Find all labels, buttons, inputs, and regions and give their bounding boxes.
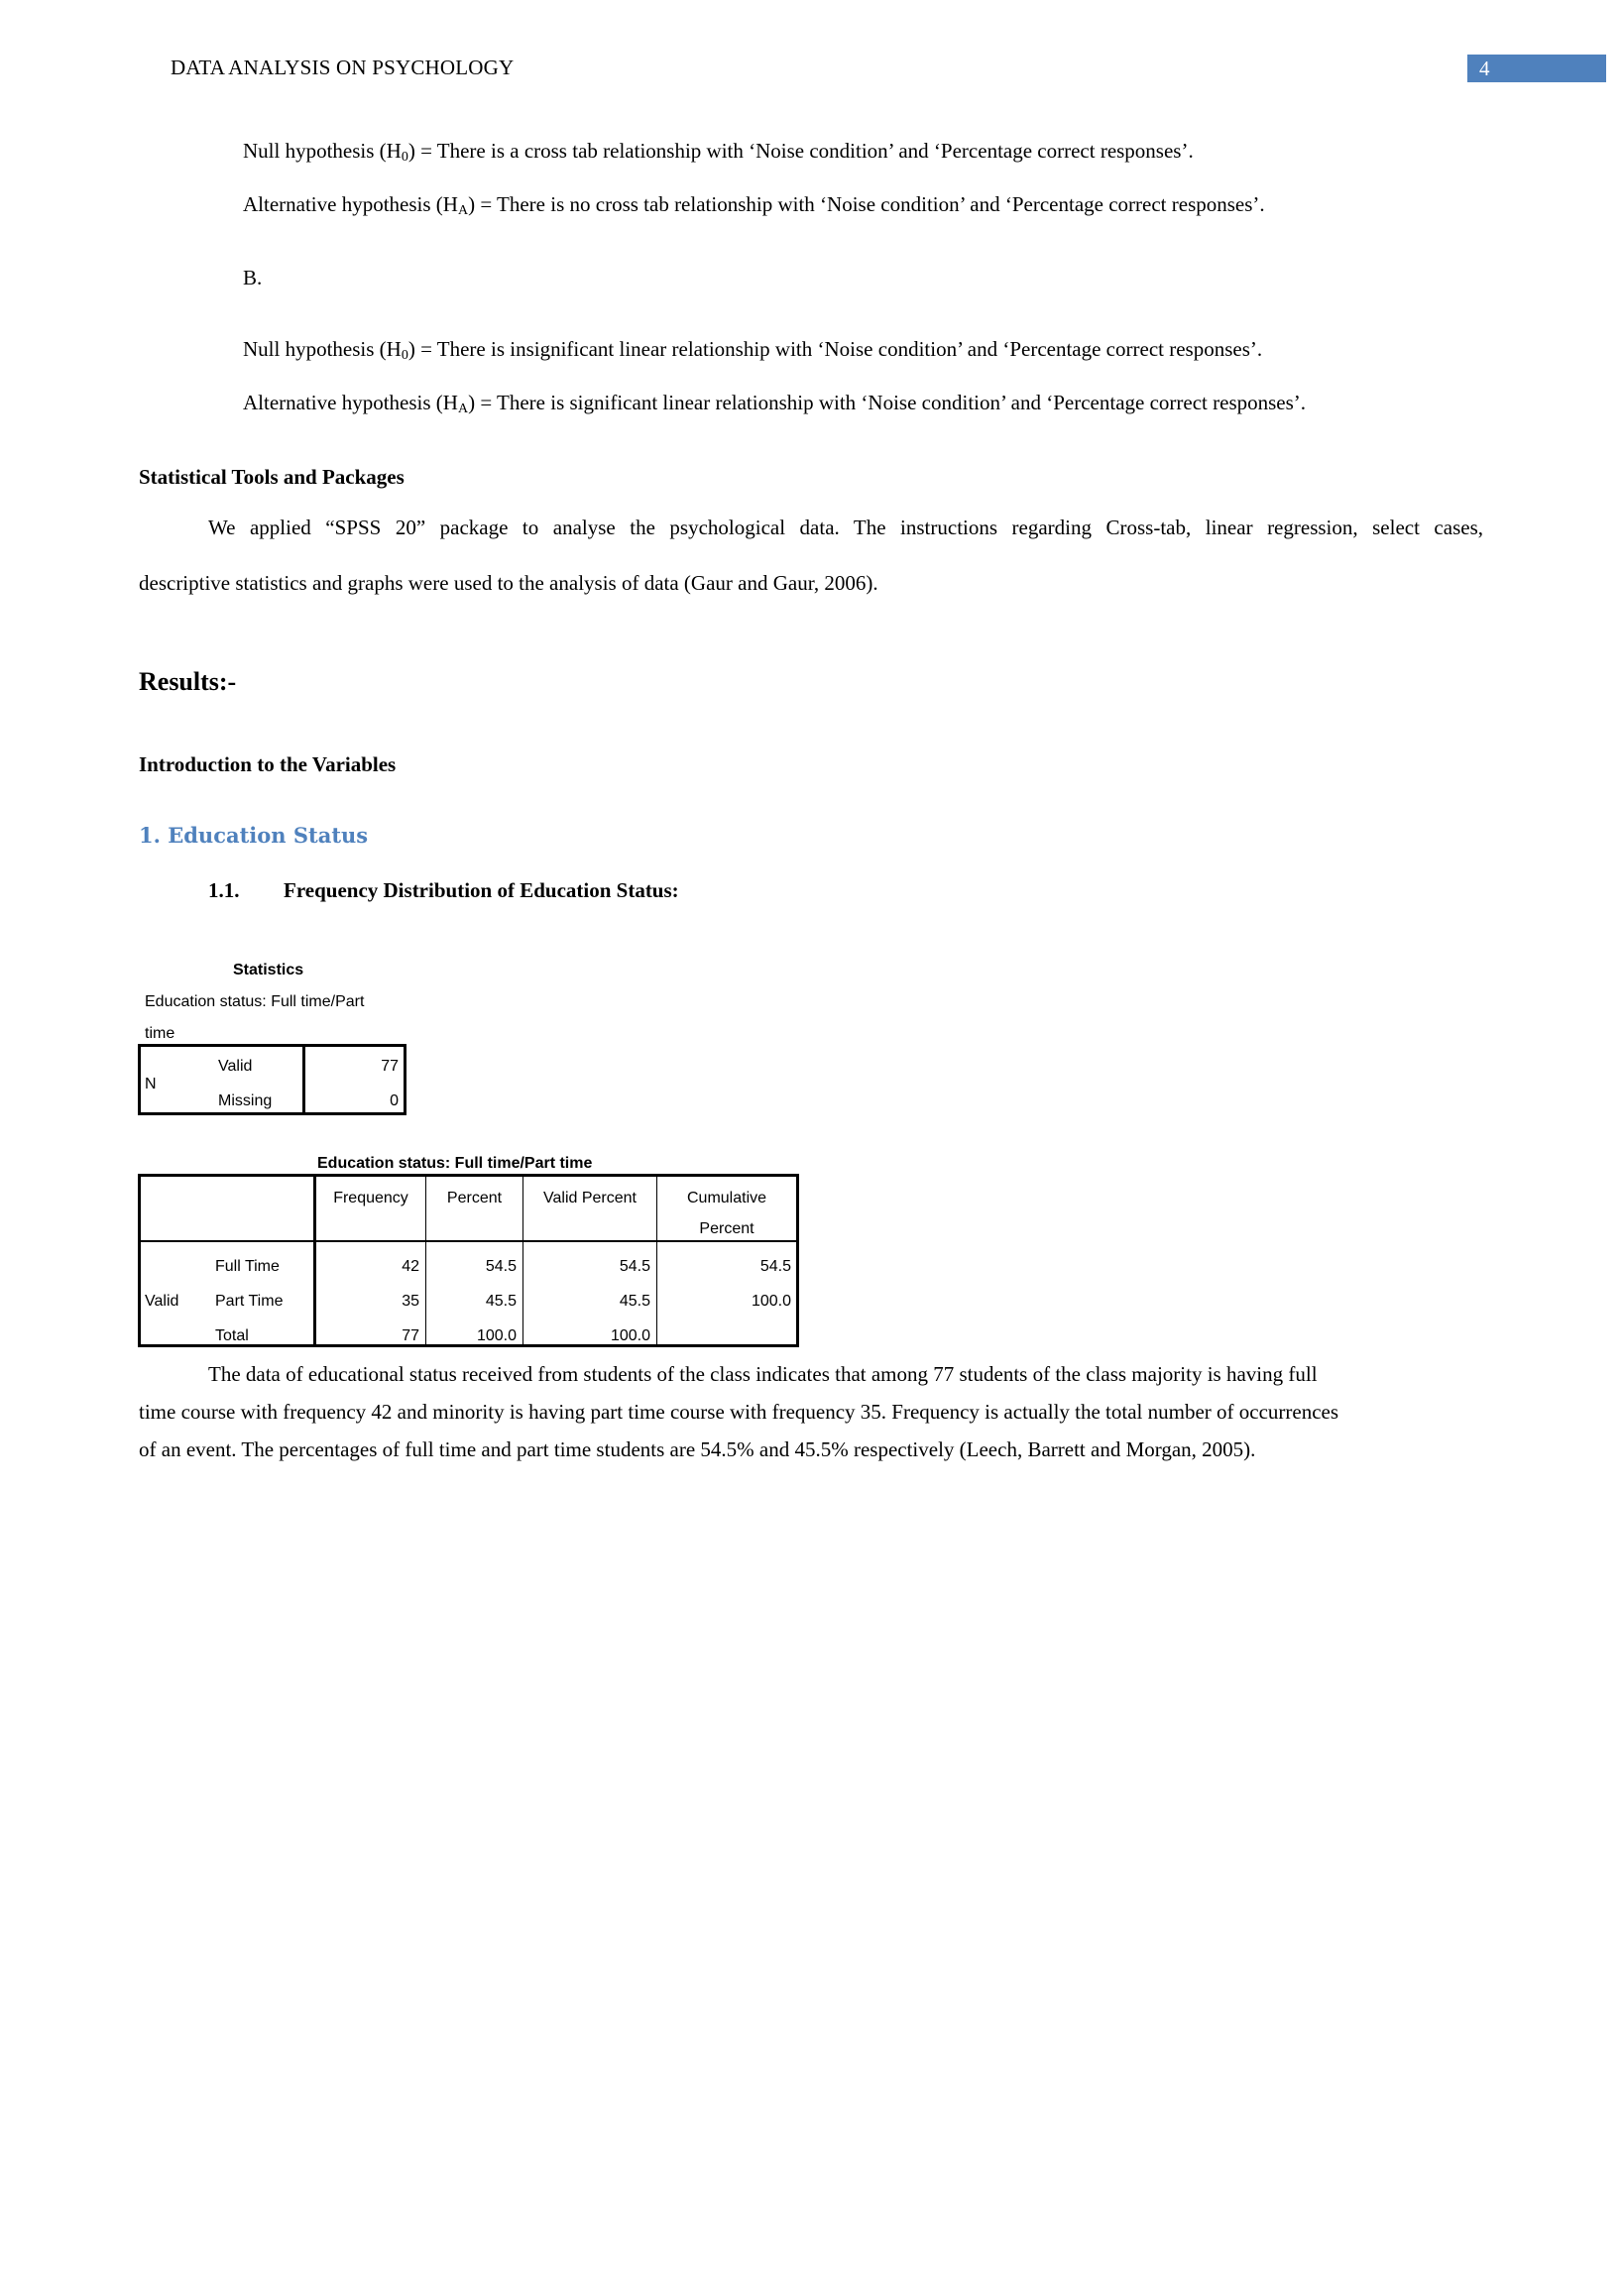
statistics-table-subtitle-cont: time <box>145 1025 175 1042</box>
statistics-row-value: 77 <box>381 1058 399 1075</box>
section-b-label: B. <box>243 266 263 289</box>
table-row-label: Part Time <box>215 1293 284 1310</box>
statistics-table-title: Statistics <box>233 962 304 978</box>
col-header-percent: Percent <box>446 1190 503 1206</box>
col-header-cumulative: Cumulative <box>686 1190 767 1206</box>
null-hypothesis-b: Null hypothesis $(H_0)$ = There is insignificant linear relationship with ‘Noise condition’ and ‘Percentage correct responses’. <box>243 337 1263 363</box>
table-row-label: Total <box>215 1327 249 1344</box>
table-cell-percent: 54.5 <box>485 1258 517 1275</box>
frequency-row-group: Valid <box>145 1293 179 1310</box>
table-cell-frequency: 35 <box>402 1293 419 1310</box>
table-cell-percent: 45.5 <box>485 1293 517 1310</box>
results-heading: Results:- <box>139 667 237 696</box>
statistics-row-group: N <box>145 1076 157 1092</box>
table-cell-frequency: 77 <box>402 1327 419 1344</box>
statistics-table-subtitle: Education status: Full time/Part <box>145 993 365 1010</box>
section-heading-education-status: 1. Education Status <box>139 823 369 848</box>
statistics-row-label: Missing <box>218 1092 273 1109</box>
conclusion-line2: time course with frequency 42 and minority is having part time course with frequency 35. Frequency is actually the total number of occurrences <box>139 1400 1339 1424</box>
table-cell-valid-percent: 45.5 <box>619 1293 650 1310</box>
intro-heading: Introduction to the Variables <box>139 752 397 776</box>
tools-paragraph-line2: descriptive statistics and graphs were used to the analysis of data (Gaur and Gaur, 2006). <box>139 571 878 595</box>
table-cell-percent: 100.0 <box>476 1327 517 1344</box>
col-header-cumulative-percent: Percent <box>699 1220 754 1237</box>
frequency-table-header-rule <box>138 1240 799 1242</box>
subsection-number: 1.1. <box>208 878 240 902</box>
tools-heading: Statistical Tools and Packages <box>139 465 405 489</box>
table-cell-valid-percent: 100.0 <box>610 1327 650 1344</box>
conclusion-line3: of an event. The percentages of full time and part time students are 54.5% and 45.5% respectively (Leech, Barrett and Morgan, 2005). <box>139 1437 1256 1461</box>
conclusion-line1: The data of educational status received from students of the class indicates that among 77 students of the class majority is having full <box>208 1362 1318 1386</box>
table-cell-frequency: 42 <box>402 1258 419 1275</box>
col-header-valid-percent: Valid Percent <box>543 1190 637 1206</box>
table-cell-cumulative: 54.5 <box>759 1258 791 1275</box>
alternative-hypothesis-b: Alternative hypothesis $(H_A)$ = There is significant linear relationship with ‘Noise condition’ and ‘Percentage correct responses’. <box>243 391 1307 416</box>
running-header-title: DATA ANALYSIS ON PSYCHOLOGY <box>171 56 515 79</box>
col-header-frequency: Frequency <box>333 1190 408 1206</box>
page-number: 4 <box>1467 55 1606 82</box>
statistics-table-divider <box>302 1044 305 1115</box>
subsection-title: Frequency Distribution of Education Status: <box>284 878 679 902</box>
statistics-row-label: Valid <box>218 1058 253 1075</box>
table-cell-cumulative: 100.0 <box>751 1293 791 1310</box>
null-hypothesis-a: Null hypothesis $(H_0)$ = There is a cross tab relationship with ‘Noise condition’ and ‘Percentage correct responses’. <box>243 139 1194 165</box>
tools-paragraph-line1: We applied “SPSS 20” package to analyse the psychological data. The instructions regarding Cross-tab, linear regression, select cases, <box>208 516 1483 539</box>
table-cell-valid-percent: 54.5 <box>619 1258 650 1275</box>
statistics-row-value: 0 <box>390 1092 399 1109</box>
alternative-hypothesis-a: Alternative hypothesis $(H_A)$ = There is no cross tab relationship with ‘Noise condition’ and ‘Percentage correct responses’. <box>243 192 1265 218</box>
table-row-label: Full Time <box>215 1258 280 1275</box>
frequency-table-title: Education status: Full time/Part time <box>317 1155 593 1172</box>
